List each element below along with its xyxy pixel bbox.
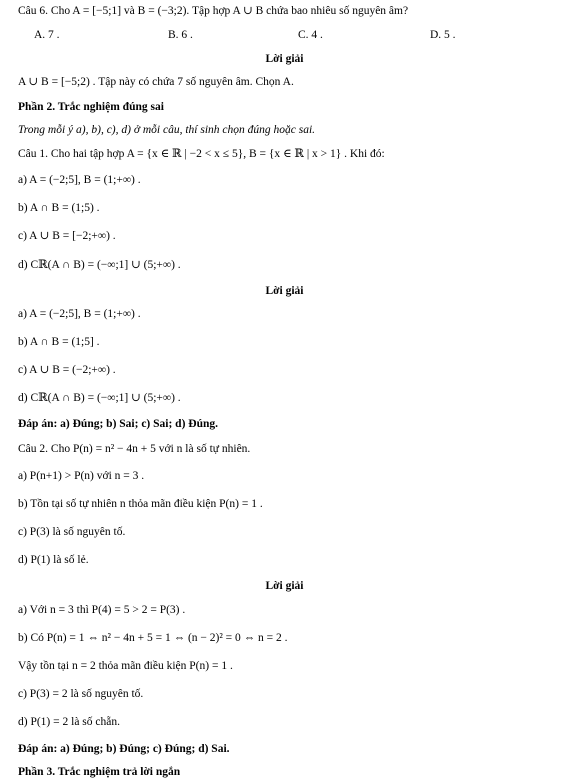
q6-option-c: C. 4 . (298, 29, 323, 41)
c2-stem: Câu 2. Cho P(n) = n² − 4n + 5 với n là số tự nhiên. (18, 443, 251, 455)
part-3-heading: Phần 3. Trắc nghiệm trả lời ngắn (18, 766, 181, 778)
q6-option-a: A. 7 . (34, 29, 60, 41)
q6-option-d: D. 5 . (430, 29, 456, 41)
part-2-instruction: Trong mỗi ý a), b), c), d) ở mỗi câu, thí sinh chọn đúng hoặc sai. (18, 124, 316, 136)
c2-item-a: a) P(n+1) > P(n) với n = 3 . (18, 470, 145, 482)
c2-solution-a: a) Với n = 3 thì P(4) = 5 > 2 = P(3) . (18, 604, 186, 616)
c1-stem: Câu 1. Cho hai tập hợp A = {x ∈ ℝ | −2 < x ≤ 5}, B = {x ∈ ℝ | x > 1} . Khi đó: (18, 148, 385, 160)
q6-solution: A ∪ B = [−5;2) . Tập này có chứa 7 số nguyên âm. Chọn A. (18, 76, 294, 88)
c1-solution-c: c) A ∪ B = (−2;+∞) . (18, 364, 116, 376)
c1-item-a: a) A = (−2;5], B = (1;+∞) . (18, 174, 141, 186)
c2-item-b: b) Tồn tại số tự nhiên n thỏa mãn điều kiện P(n) = 1 . (18, 498, 263, 510)
part-2-heading: Phần 2. Trắc nghiệm đúng sai (18, 101, 164, 113)
c2-answer: Đáp án: a) Đúng; b) Đúng; c) Đúng; d) Sai. (18, 743, 230, 755)
c2-solution-b-conclusion: Vậy tồn tại n = 2 thỏa mãn điều kiện P(n) = 1 . (18, 660, 233, 672)
c1-item-b: b) A ∩ B = (1;5) . (18, 202, 100, 214)
c1-solution-d: d) Cℝ(A ∩ B) = (−∞;1] ∪ (5;+∞) . (18, 392, 181, 404)
question-6-stem: Câu 6. Cho A = [−5;1] và B = (−3;2). Tập hợp A ∪ B chứa bao nhiêu số nguyên âm? (18, 5, 409, 17)
c2-solution-d: d) P(1) = 2 là số chẵn. (18, 716, 120, 728)
c1-item-c: c) A ∪ B = [−2;+∞) . (18, 230, 116, 242)
c2-item-d: d) P(1) là số lẻ. (18, 554, 89, 566)
q6-option-b: B. 6 . (168, 29, 193, 41)
c1-solution-heading: Lời giải (265, 285, 304, 297)
solution-heading: Lời giải (265, 53, 304, 65)
c1-solution-a: a) A = (−2;5], B = (1;+∞) . (18, 308, 141, 320)
c1-solution-b: b) A ∩ B = (1;5] . (18, 336, 100, 348)
c2-solution-c: c) P(3) = 2 là số nguyên tố. (18, 688, 144, 700)
c2-solution-heading: Lời giải (265, 580, 304, 592)
c1-item-d: d) Cℝ(A ∩ B) = (−∞;1] ∪ (5;+∞) . (18, 259, 181, 271)
c2-item-c: c) P(3) là số nguyên tố. (18, 526, 126, 538)
c2-solution-b: b) Có P(n) = 1 ⇔ n² − 4n + 5 = 1 ⇔ (n − 2)² = 0 ⇔ n = 2 . (18, 632, 288, 644)
c1-answer: Đáp án: a) Đúng; b) Sai; c) Sai; d) Đúng. (18, 418, 219, 430)
